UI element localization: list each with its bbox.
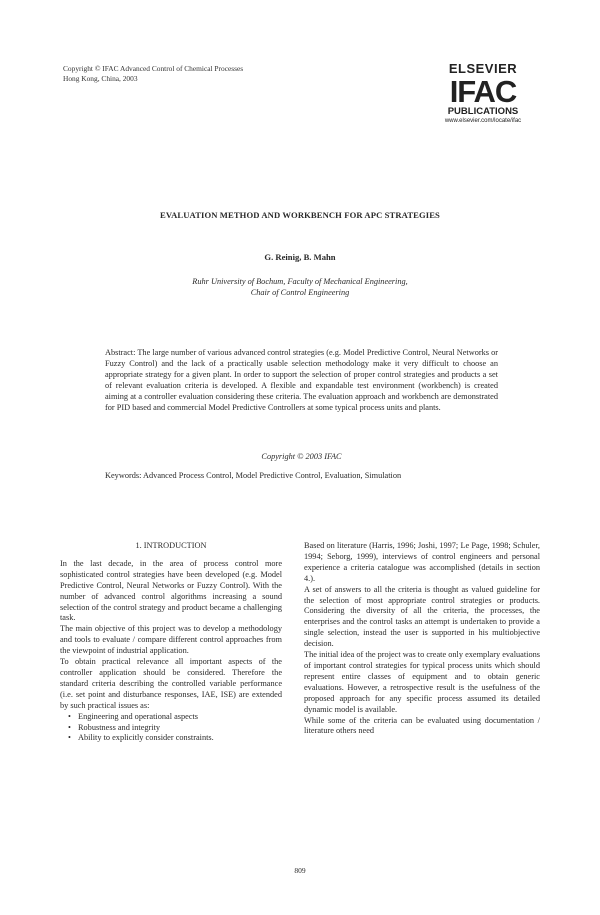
list-item-text: Robustness and integrity: [78, 722, 161, 732]
elsevier-ifac-logo: [423, 62, 543, 125]
body-paragraph-4: While some of the criteria can be evaluated using documentation / literature others need: [304, 715, 540, 736]
paper-authors: G. Reinig, B. Mahn: [264, 252, 336, 262]
body-paragraph-3: The initial idea of the project was to create only exemplary evaluations of important control strategies for typical process units which should represent entire classes of equipment and to obtain generic evaluations. However, a retrospective result is the usefulness of the proposed approach for any specific process assumed its detailed dynamic model is available.: [304, 650, 540, 714]
affiliation-line-2: Chair of Control Engineering: [250, 288, 350, 297]
paper-title: EVALUATION METHOD AND WORKBENCH FOR APC STRATEGIES: [160, 210, 440, 220]
logo-brand: IFAC: [449, 74, 517, 109]
copyright-line-2: Hong Kong, China, 2003: [63, 74, 138, 83]
list-item-text: Engineering and operational aspects: [78, 711, 199, 721]
left-column: [60, 541, 282, 744]
list-item: [68, 712, 282, 723]
body-paragraph-1: Based on literature (Harris, 1996; Joshi, 1997; Le Page, 1998; Schuler, 1994; Seborg, 1999), interviews of control engineers and personal experience a criteria catalogue was accomplished (details in section 4.).: [304, 541, 540, 583]
page-number: 809: [294, 866, 306, 875]
bullet-icon: •: [68, 722, 71, 732]
abstract-copyright: Copyright © 2003 IFAC: [261, 452, 342, 461]
criteria-list: [60, 712, 282, 745]
right-column: [304, 541, 540, 737]
abstract-text: Abstract: The large number of various advanced control strategies (e.g. Model Predictive Control, Neural Networks or Fuzzy Control) and the lack of a practically usable selection methodology make it very difficult to choose an appropriate strategy for a given plant. In order to support the selection of proper control strategies and products a set of relevant evaluation criteria is developed. A flexible and expandable test environment (workbench) is created aiming at a controller evaluation considering these criteria. The evaluation approach and workbench are demonstrated for PID based and commercial Model Predictive Controllers at some typical process units and plants.: [105, 348, 498, 412]
list-item-text: Ability to explicitly consider constraints.: [78, 733, 214, 743]
list-item: [68, 723, 282, 734]
list-item: [68, 733, 282, 744]
bullet-icon: •: [68, 733, 71, 743]
keywords: Keywords: Advanced Process Control, Model Predictive Control, Evaluation, Simulation: [105, 471, 402, 480]
intro-paragraph-3: To obtain practical relevance all important aspects of the controller application should be considered. Therefore the standard criteria describing the controlled variable performance (i.e. set point and disturbance responses, IAE, ISE) are extended by such practical issues as:: [60, 657, 282, 710]
intro-paragraph-1: In the last decade, in the area of process control more sophisticated control strategies have been developed (e.g. Model Predictive Control, Neural Networks or Fuzzy Control). With the number of advanced control algorithms increasing a sound selection of the control strategy and product became a challenging task.: [60, 558, 282, 623]
section-heading-introduction: 1. INTRODUCTION: [135, 541, 207, 550]
copyright-line-1: Copyright © IFAC Advanced Control of Chemical Processes: [63, 64, 244, 73]
bullet-icon: •: [68, 711, 71, 721]
logo-publisher: ELSEVIER: [448, 61, 518, 76]
affiliation-line-1: Ruhr University of Bochum, Faculty of Mechanical Engineering,: [192, 277, 408, 286]
author-affiliation: [60, 276, 540, 298]
logo-sub: PUBLICATIONS: [447, 106, 519, 117]
conference-copyright-note: [63, 64, 323, 84]
intro-paragraph-2: The main objective of this project was to develop a methodology and tools to evaluate / compare different control approaches from the viewpoint of industrial application.: [60, 624, 282, 656]
logo-url: www.elsevier.com/locate/ifac: [444, 118, 522, 124]
body-paragraph-2: A set of answers to all the criteria is thought as valued guideline for the selection of most appropriate control strategies or products. Considering the diversity of all the criteria, the processes, the enterprises and the control tasks an attempt is undertaken to provide a single selection, instead the user is supported in his multiobjective decision.: [304, 584, 540, 649]
